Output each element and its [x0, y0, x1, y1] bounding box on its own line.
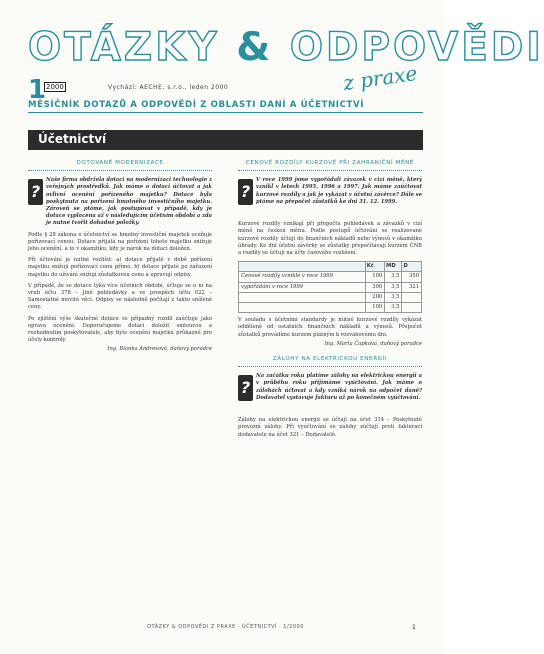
exchange-table [238, 261, 422, 313]
right-sub-paragraph: Zálohy na elektrickou energii se účtují na účet 314 – Poskytnuté provozní zálohy. Při vyúčtování se zálohy zúčtují proti fakturaci dodavatele na účet 321 – Dodavatelé. [238, 417, 422, 438]
table-header: Kč [365, 262, 384, 272]
table-cell [239, 292, 366, 302]
issue-number: 1 [28, 75, 47, 105]
table-cell [402, 292, 422, 302]
issue-year: 2000 [46, 83, 64, 91]
left-question-text: Naše firma obdržela dotaci na modernizaci technologie z veřejných prostředků. Jak máme o dotaci účtovat a jak ovlivní ocenění pořízeného majetku? Dotace byla poskytnuta na pořízení hmotného investičního majetku. Zároveň se ptáme, jak postupovat v případě, kdy je dotace vyplacena až v následujícím účetním období a zda je nutné tvořit dohadné položky. [46, 177, 212, 227]
page-footer: OTÁZKY & ODPOVĚDI Z PRAXE · ÚČETNICTVÍ · 1/2000 [147, 624, 304, 630]
left-paragraph: V případě, že se dotace týká více účetních období, účtuje se o ní na vrub účtu 378 – Jiné pohledávky a ve prospěch účtu 022 – Samostatné movité věci. Odpisy se následně počítají z takto snížené ceny. [28, 282, 212, 311]
masthead-subtitle: MĚSÍČNÍK DOTAZŮ A ODPOVĚDÍ Z OBLASTI DANÍ A ÚČETNICTVÍ [28, 100, 365, 110]
masthead-title [28, 25, 544, 70]
table-cell: Cenové rozdíly vzniklé v roce 1999 [239, 272, 366, 282]
right-signature: Ing. Marta Čapková, daňový poradce [324, 340, 422, 347]
question-mark-icon: ? [28, 179, 43, 205]
table-row [239, 303, 422, 313]
table-cell [239, 303, 366, 313]
right-column [238, 158, 422, 439]
left-column [28, 158, 212, 354]
left-paragraph: Při účtování je nutné rozlišit: a) dotace přijaté v době pořízení majetku snižují pořizovací cenu přímo, b) dotace přijaté po zařazení majetku do užívání snižují zůstatkovou cenu a upravují odpisy. [28, 257, 212, 278]
left-question [28, 177, 212, 227]
table-header-row [239, 262, 422, 272]
right-question [238, 177, 422, 217]
table-cell: 200 [365, 292, 384, 302]
table-cell [402, 303, 422, 313]
table-cell: 100 [365, 272, 384, 282]
issue-meta: Vychází: AECHE, s.r.o., leden 2000 [108, 84, 229, 91]
left-paragraph: Podle § 28 zákona o účetnictví se hmotný investiční majetek oceňuje pořizovací cenou. Dotace přijatá na pořízení tohoto majetku snižuje jeho ocenění, a to v okamžiku, kdy je nárok na dotaci doložen. [28, 231, 212, 253]
right-subquestion [238, 373, 422, 413]
header-rule [28, 112, 423, 113]
table-cell: 350 [402, 272, 422, 282]
left-signature: Ing. Blanka Andresová, daňový poradce [107, 346, 212, 353]
table-cell: 100 [365, 303, 384, 313]
table-cell: 3,5 [385, 272, 402, 282]
table-cell: 3,5 [385, 292, 402, 302]
table-cell: 321 [402, 282, 422, 292]
table-header [239, 262, 366, 272]
table-cell: 3,5 [385, 282, 402, 292]
page-number: 1 [412, 624, 416, 631]
title-ampersand: & [236, 25, 274, 70]
table-header: D [402, 262, 422, 272]
table-cell: vypořádání v roce 1999 [239, 282, 366, 292]
table-row [239, 272, 422, 282]
section-bar [28, 130, 423, 150]
right-paragraph: Kurzové rozdíly vznikají při přepočtu pohledávek a závazků v cizí měně na českou měnu. Podle postupů účtování se realizované kurzové rozdíly účtují do finančních nákladů nebo výnosů v okamžiku úhrady. Ke dni účetní závěrky se zůstatky přepočítávají kurzem ČNB a rozdíly se účtují na účty časového rozlišení. [238, 221, 422, 257]
right-subarticle-title: ZÁLOHY NA ELEKTRICKOU ENERGII [238, 354, 422, 367]
right-article-title: CENOVÉ ROZDÍLY KURZOVÉ PŘI ZAHRANIČNÍ MĚNĚ [238, 158, 422, 171]
table-row [239, 282, 422, 292]
left-article-title: DOTOVANÉ MODERNIZACE [28, 158, 212, 171]
right-after-table: V souladu s účetními standardy je nutné kurzové rozdíly vykázat odděleně od ostatních finančních nákladů a výnosů. Přepočet zůstatků provádíme kurzem platným k rozvahovému dni. [238, 317, 422, 338]
title-left: OTÁZKY [28, 25, 220, 70]
section-label: Účetnictví [38, 132, 107, 146]
table-row [239, 292, 422, 302]
masthead-tagline: z praxe [341, 60, 419, 96]
right-subquestion-text: Na začátku roku platíme zálohy na elektrickou energii a v průběhu roku přijímáme vyúčtování. Jak máme o zálohách účtovat a kdy vzniká nárok na odpočet daně? Dodavatel vystavuje fakturu až po konečném vyúčtování. [256, 373, 422, 401]
right-question-text: V roce 1999 jsme vypořádali závazek v cizí měně, který vznikl v letech 1995, 1996 a 1997. Jak máme zaúčtovat kurzové rozdíly a jak je vykázat v účetní závěrce? Dále se ptáme na přepočet zůstatků ke dni 31. 12. 1999. [256, 177, 422, 205]
table-cell: 300 [365, 282, 384, 292]
table-header: MD [385, 262, 402, 272]
left-paragraph: Po zjištění výše skutečné dotace se případný rozdíl zaúčtuje jako oprava ocenění. Doporučujeme dotaci doložit smlouvou a rozhodnutím poskytovatele, aby bylo ocenění majetku průkazné pro účely kontroly. [28, 315, 212, 344]
table-cell: 3,5 [385, 303, 402, 313]
question-mark-icon: ? [238, 375, 253, 401]
question-mark-icon: ? [238, 179, 253, 205]
title-right: ODPOVĚDI [289, 25, 544, 70]
